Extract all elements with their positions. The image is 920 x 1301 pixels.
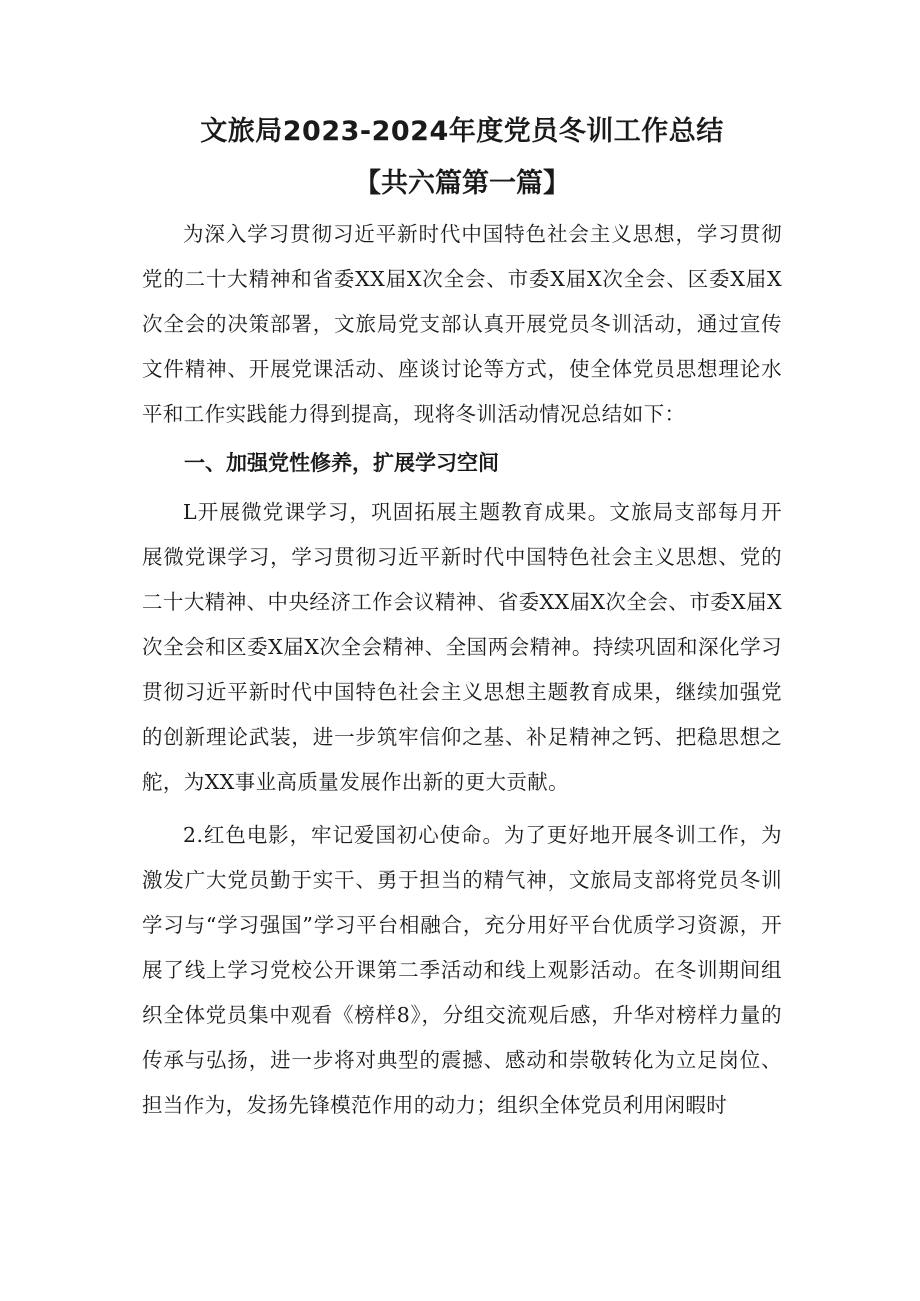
document-subtitle: 【共六篇第一篇】 [354,168,570,199]
intro-paragraph: 为深入学习贯彻习近平新时代中国特色社会主义思想，学习贯彻党的二十大精神和省委XX届X次全会、市委X届X次全会、区委X届X次全会的决策部署，文旅局党支部认真开展党员冬训活动，通过宣传文件精神、开展党课活动、座谈讨论等方式，使全体党员思想理论水平和工作实践能力得到提高，现将冬训活动情况总结如下： [142,222,782,426]
item-paragraph-1: L开展微党课学习，巩固拓展主题教育成果。文旅局支部每月开展微党课学习，学习贯彻习近平新时代中国特色社会主义思想、党的二十大精神、中央经济工作会议精神、省委XX届X次全会、市委X届X次全会和区委X届X次全会精神、全国两会精神。持续巩固和深化学习贯彻习近平新时代中国特色社会主义思想主题教育成果，继续加强党的创新理论武装，进一步筑牢信仰之基、补足精神之钙、把稳思想之舵，为XX事业高质量发展作出新的更大贡献。 [142,500,782,794]
document-title: 文旅局2023-2024年度党员冬训工作总结 [200,116,724,147]
item-paragraph-2: 2.红色电影，牢记爱国初心使命。为了更好地开展冬训工作，为激发广大党员勤于实干、勇于担当的精气神，文旅局支部将党员冬训学习与“学习强国”学习平台相融合，充分用好平台优质学习资源，开展了线上学习党校公开课第二季活动和线上观影活动。在冬训期间组织全体党员集中观看《榜样8》，分组交流观后感，升华对榜样力量的传承与弘扬，进一步将对典型的震撼、感动和崇敬转化为立足岗位、担当作为，发扬先锋模范作用的动力；组织全体党员利用闲暇时 [142,823,782,1117]
section-heading-1: 一、加强党性修养，扩展学习空间 [184,451,499,475]
